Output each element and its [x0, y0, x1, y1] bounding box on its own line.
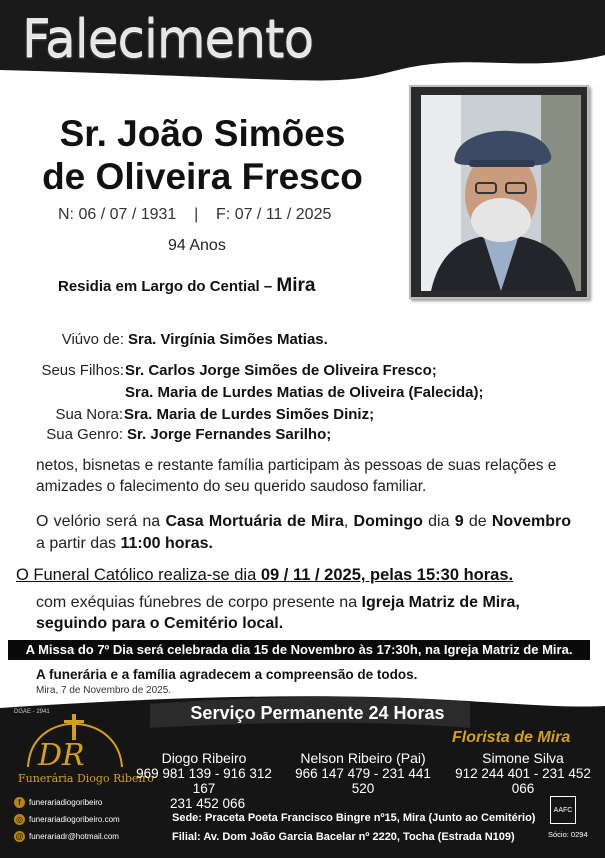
wake-text: dia	[422, 513, 455, 530]
residence	[58, 275, 315, 297]
wake-place: Casa Mortuária de Mira	[165, 513, 344, 530]
social-text: funerariadiogoribeiro.com	[29, 815, 120, 824]
deceased-name-line1: Sr. João Simões	[59, 113, 346, 154]
family-label-widower: Viúvo de:	[61, 331, 124, 348]
contact-phone: 231 452 066	[170, 796, 246, 811]
wake-text: ,	[343, 513, 354, 530]
facebook-icon: f	[14, 797, 25, 808]
social-instagram[interactable]	[14, 814, 120, 825]
residence-town: Mira	[276, 275, 316, 296]
deceased-photo	[409, 85, 589, 299]
deceased-name-line2: de Oliveira Fresco	[42, 156, 363, 197]
service-banner: Serviço Permanente 24 Horas	[190, 703, 445, 723]
family-value-child-2: Sra. Maria de Lurdes Matias de Oliveira (Falecida);	[125, 384, 484, 401]
logo-initials: DR	[38, 738, 85, 773]
wake-text: a partir das	[36, 535, 121, 552]
contact-phone: 969 981 139 - 916 312 167	[136, 766, 272, 796]
exequias-destination: seguindo para o Cemitério local.	[36, 615, 284, 632]
contact-nelson	[288, 750, 438, 796]
aafc-badge: AAFC	[550, 796, 576, 824]
place-date: Mira, 7 de Novembro de 2025.	[36, 685, 172, 696]
wake-time: 11:00 horas.	[120, 535, 213, 552]
mass-banner: A Missa do 7º Dia será celebrada dia 15 de Novembro às 17:30h, na Igreja Matriz de Mira.	[8, 640, 590, 660]
contact-name: Simone Silva	[482, 750, 564, 766]
family-label-son-in-law: Sua Genro:	[46, 426, 123, 443]
social-text: funerariadiogoribeiro	[29, 798, 103, 807]
family-value-daughter-in-law: Sra. Maria de Lurdes Simões Diniz;	[124, 406, 375, 423]
social-email[interactable]	[14, 831, 119, 842]
age: 94 Anos	[168, 237, 226, 254]
residence-prefix: Residia em Largo do Cential –	[58, 278, 277, 295]
funeral-text: O Funeral Católico realiza-se dia	[16, 566, 261, 584]
wake-day: Domingo	[353, 513, 423, 530]
page-title: Falecimento	[22, 8, 314, 69]
wake-info	[36, 511, 571, 555]
contact-name: Nelson Ribeiro (Pai)	[300, 750, 426, 766]
member-number: Sócio: 0294	[548, 830, 588, 839]
exequias-church: Igreja Matriz de Mira,	[361, 594, 520, 611]
family-value-son-in-law: Sr. Jorge Fernandes Sarilho;	[127, 426, 332, 443]
exequias-info	[36, 592, 571, 634]
contact-phone: 966 147 479 - 231 441 520	[295, 766, 431, 796]
announcement-text: netos, bisnetas e restante família participam às pessoas de suas relações e amizades o falecimento do seu querido saudoso familiar.	[36, 457, 557, 495]
contact-diogo	[134, 750, 274, 811]
family-value-widower: Sra. Virgínia Simões Matias.	[128, 331, 328, 348]
contact-phone: 912 244 401 - 231 452 066	[455, 766, 591, 796]
exequias-text: com exéquias fúnebres de corpo presente na	[36, 594, 362, 611]
wake-text: O velório será na	[36, 513, 166, 530]
wake-date: 9	[454, 513, 464, 530]
family-value-child-1: Sr. Carlos Jorge Simões de Oliveira Fresco;	[125, 362, 437, 379]
logo-name: Funerária Diogo Ribeiro	[18, 772, 154, 785]
wake-text: de	[463, 513, 492, 530]
license-code: DGAE - 2941	[14, 709, 50, 715]
thanks-text: A funerária e a família agradecem a compreensão de todos.	[36, 667, 418, 682]
address-branch: Filial: Av. Dom João Garcia Bacelar nº 2220, Tocha (Estrada N109)	[172, 831, 515, 843]
florist-name: Florista de Mira	[452, 729, 571, 746]
funeral-info	[16, 566, 586, 585]
social-facebook[interactable]	[14, 797, 102, 808]
contact-name: Diogo Ribeiro	[161, 750, 247, 766]
funeral-date: 09 / 11 / 2025, pelas 15:30 horas.	[260, 566, 514, 584]
contact-simone	[448, 750, 598, 796]
address-headquarters: Sede: Praceta Poeta Francisco Bingre nº15, Mira (Junto ao Cemitério)	[172, 812, 536, 824]
family-label-daughter-in-law: Sua Nora:	[55, 406, 123, 423]
instagram-icon: ◎	[14, 814, 25, 825]
family-label-children: Seus Filhos:	[41, 362, 124, 379]
social-text: funerariadr@hotmail.com	[29, 832, 119, 841]
email-icon: @	[15, 832, 24, 841]
wake-month: Novembro	[491, 513, 571, 530]
birth-death-dates: N: 06 / 07 / 1931 | F: 07 / 11 / 2025	[58, 206, 332, 223]
